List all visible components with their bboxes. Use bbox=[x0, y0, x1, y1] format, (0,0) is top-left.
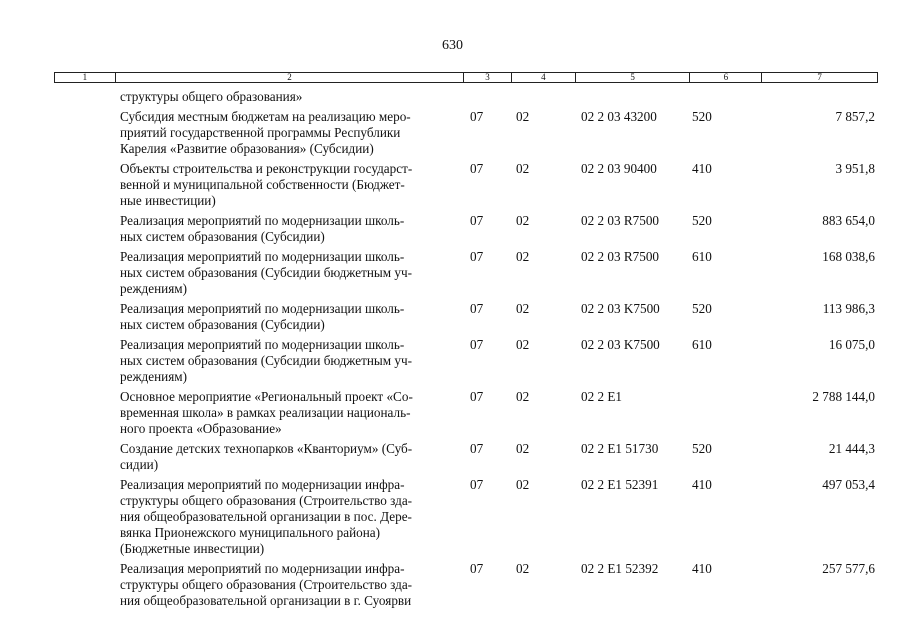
header-col-2: 2 bbox=[116, 73, 464, 82]
cell-c7: 883 654,0 bbox=[822, 213, 875, 228]
cell-c4: 02 bbox=[516, 301, 530, 316]
cell-c7: 2 788 144,0 bbox=[812, 389, 875, 404]
row-description bbox=[120, 441, 465, 473]
cell-c4: 02 bbox=[516, 337, 530, 352]
header-col-1: 1 bbox=[55, 73, 116, 82]
cell-c7: 16 075,0 bbox=[828, 337, 875, 352]
cell-c3: 07 bbox=[470, 337, 484, 352]
cell-c3: 07 bbox=[470, 213, 484, 228]
cell-c4: 02 bbox=[516, 389, 530, 404]
cell-c6: 410 bbox=[692, 561, 712, 576]
description-line: Карелия «Развитие образования» (Субсидии) bbox=[120, 141, 374, 156]
cell-c6: 410 bbox=[692, 161, 712, 176]
description-line: временная школа» в рамках реализации националь- bbox=[120, 405, 411, 420]
description-line: Реализация мероприятий по модернизации школь- bbox=[120, 249, 405, 264]
cell-c6: 520 bbox=[692, 213, 712, 228]
cell-c3: 07 bbox=[470, 161, 484, 176]
header-col-4: 4 bbox=[512, 73, 576, 82]
description-line: Реализация мероприятий по модернизации школь- bbox=[120, 213, 405, 228]
cell-c4: 02 bbox=[516, 109, 530, 124]
table-row bbox=[0, 213, 905, 249]
cell-c5: 02 2 03 K7500 bbox=[581, 337, 660, 352]
row-description bbox=[120, 213, 465, 245]
table-row bbox=[0, 441, 905, 477]
cell-c7: 497 053,4 bbox=[822, 477, 875, 492]
row-description bbox=[120, 337, 465, 385]
table-row bbox=[0, 109, 905, 161]
table-row bbox=[0, 389, 905, 441]
table-row bbox=[0, 561, 905, 613]
description-line: реждениям) bbox=[120, 369, 188, 384]
description-line: венной и муниципальной собственности (Бюджет- bbox=[120, 177, 405, 192]
cell-c5: 02 2 03 90400 bbox=[581, 161, 657, 176]
description-line: Реализация мероприятий по модернизации школь- bbox=[120, 301, 405, 316]
description-line: ных систем образования (Субсидии бюджетным уч- bbox=[120, 265, 413, 280]
cell-c6: 520 bbox=[692, 301, 712, 316]
description-line: Реализация мероприятий по модернизации инфра- bbox=[120, 561, 405, 576]
row-description bbox=[120, 89, 465, 105]
description-line: (Бюджетные инвестиции) bbox=[120, 541, 265, 556]
cell-c3: 07 bbox=[470, 301, 484, 316]
table-row bbox=[0, 249, 905, 301]
row-description bbox=[120, 161, 465, 209]
description-line: структуры общего образования» bbox=[120, 89, 303, 104]
cell-c4: 02 bbox=[516, 249, 530, 264]
cell-c5: 02 2 E1 52392 bbox=[581, 561, 659, 576]
cell-c6: 520 bbox=[692, 109, 712, 124]
cell-c6: 520 bbox=[692, 441, 712, 456]
cell-c4: 02 bbox=[516, 477, 530, 492]
cell-c3: 07 bbox=[470, 249, 484, 264]
cell-c5: 02 2 E1 52391 bbox=[581, 477, 659, 492]
table-row bbox=[0, 477, 905, 561]
cell-c7: 113 986,3 bbox=[822, 301, 875, 316]
description-line: Реализация мероприятий по модернизации школь- bbox=[120, 337, 405, 352]
cell-c5: 02 2 03 R7500 bbox=[581, 213, 660, 228]
description-line: приятий государственной программы Республики bbox=[120, 125, 401, 140]
cell-c7: 257 577,6 bbox=[822, 561, 875, 576]
cell-c6: 410 bbox=[692, 477, 712, 492]
cell-c5: 02 2 03 43200 bbox=[581, 109, 657, 124]
description-line: ния общеобразовательной организации в г. Суоярви bbox=[120, 593, 412, 608]
description-line: ных систем образования (Субсидии) bbox=[120, 317, 325, 332]
cell-c4: 02 bbox=[516, 441, 530, 456]
description-line: Реализация мероприятий по модернизации инфра- bbox=[120, 477, 405, 492]
row-description bbox=[120, 109, 465, 157]
table-row bbox=[0, 161, 905, 213]
row-description bbox=[120, 301, 465, 333]
description-line: ных систем образования (Субсидии) bbox=[120, 229, 325, 244]
table-body bbox=[0, 89, 905, 613]
row-description bbox=[120, 561, 465, 609]
cell-c5: 02 2 E1 bbox=[581, 389, 623, 404]
cell-c7: 7 857,2 bbox=[835, 109, 875, 124]
header-col-7: 7 bbox=[817, 72, 822, 82]
cell-c4: 02 bbox=[516, 561, 530, 576]
cell-c6: 610 bbox=[692, 249, 712, 264]
description-line: ния общеобразовательной организации в пос. Дере- bbox=[120, 509, 412, 524]
table-row bbox=[0, 89, 905, 109]
row-description bbox=[120, 389, 465, 437]
table-header bbox=[54, 72, 878, 83]
cell-c5: 02 2 03 K7500 bbox=[581, 301, 660, 316]
cell-c4: 02 bbox=[516, 213, 530, 228]
description-line: Создание детских технопарков «Кванториум» (Суб- bbox=[120, 441, 413, 456]
cell-c3: 07 bbox=[470, 477, 484, 492]
cell-c7: 21 444,3 bbox=[828, 441, 875, 456]
description-line: вянка Прионежского муниципального района) bbox=[120, 525, 381, 540]
cell-c3: 07 bbox=[470, 561, 484, 576]
cell-c3: 07 bbox=[470, 441, 484, 456]
cell-c7: 3 951,8 bbox=[835, 161, 875, 176]
table-row bbox=[0, 301, 905, 337]
header-col-6: 6 bbox=[690, 73, 762, 82]
cell-c5: 02 2 E1 51730 bbox=[581, 441, 659, 456]
description-line: ные инвестиции) bbox=[120, 193, 216, 208]
row-description bbox=[120, 477, 465, 557]
description-line: ных систем образования (Субсидии бюджетным уч- bbox=[120, 353, 413, 368]
header-col-5: 5 bbox=[576, 73, 691, 82]
row-description bbox=[120, 249, 465, 297]
header-col-3: 3 bbox=[464, 73, 512, 82]
cell-c7: 168 038,6 bbox=[822, 249, 875, 264]
cell-c6: 610 bbox=[692, 337, 712, 352]
description-line: реждениям) bbox=[120, 281, 188, 296]
description-line: Объекты строительства и реконструкции государст- bbox=[120, 161, 413, 176]
cell-c4: 02 bbox=[516, 161, 530, 176]
cell-c3: 07 bbox=[470, 389, 484, 404]
cell-c3: 07 bbox=[470, 109, 484, 124]
description-line: ного проекта «Образование» bbox=[120, 421, 282, 436]
description-line: Основное мероприятие «Региональный проект «Со- bbox=[120, 389, 413, 404]
page-number: 630 bbox=[442, 38, 463, 53]
cell-c5: 02 2 03 R7500 bbox=[581, 249, 660, 264]
description-line: структуры общего образования (Строительство зда- bbox=[120, 493, 413, 508]
table-row bbox=[0, 337, 905, 389]
description-line: сидии) bbox=[120, 457, 159, 472]
description-line: Субсидия местным бюджетам на реализацию меро- bbox=[120, 109, 411, 124]
description-line: структуры общего образования (Строительство зда- bbox=[120, 577, 413, 592]
